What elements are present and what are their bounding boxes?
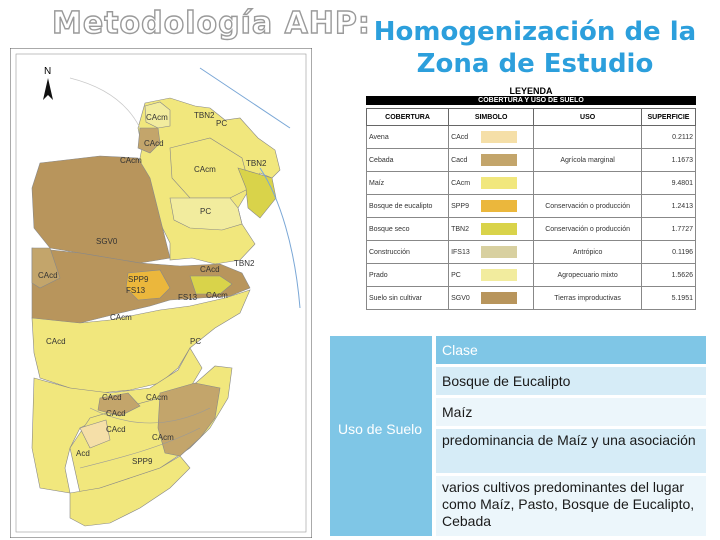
legend-symbol-code: CAcd — [451, 133, 469, 141]
legend-swatch — [481, 200, 517, 212]
legend-superficie: 1.2413 — [641, 195, 695, 218]
legend-uso: Conservación o producción — [534, 218, 642, 241]
legend-cobertura: Construcción — [367, 241, 449, 264]
legend-title: LEYENDA — [509, 86, 553, 96]
map-label: FS13 — [178, 293, 198, 302]
map-label: CAcm — [146, 113, 168, 122]
legend-cobertura: Bosque de eucalipto — [367, 195, 449, 218]
legend-superficie: 1.5626 — [641, 264, 695, 287]
map-label: PC — [190, 337, 202, 346]
legend-row — [367, 149, 696, 172]
legend-superficie: 1.7727 — [641, 218, 695, 241]
row-header-cell — [330, 336, 432, 536]
map-label: CAcm — [152, 433, 174, 442]
table-header-cell: Clase — [436, 336, 706, 364]
legend-uso: Tierras improductivas — [534, 287, 642, 310]
legend-swatch — [481, 246, 517, 258]
legend-swatch — [481, 269, 517, 281]
map-label: TBN2 — [246, 159, 267, 168]
legend-symbol-code: PC — [451, 271, 461, 279]
map-label: SPP9 — [128, 275, 149, 284]
legend-row — [367, 264, 696, 287]
slide-title-right-line1: Homogenización de la — [373, 17, 697, 47]
map-label: SPP9 — [132, 457, 153, 466]
legend-row — [367, 172, 696, 195]
legend-symbol-code: TBN2 — [451, 225, 469, 233]
map-label: CAcd — [200, 265, 220, 274]
legend-uso — [534, 126, 642, 149]
legend-simbolo — [449, 149, 534, 172]
legend-simbolo — [449, 241, 534, 264]
legend-superficie: 1.1673 — [641, 149, 695, 172]
legend-table — [366, 108, 696, 310]
legend-swatch — [481, 131, 517, 143]
map-label: CAcm — [110, 313, 132, 322]
legend-row — [367, 287, 696, 310]
legend-cobertura: Bosque seco — [367, 218, 449, 241]
legend-swatch — [481, 177, 517, 189]
map-label: CAcm — [194, 165, 216, 174]
map-label: Acd — [76, 449, 90, 458]
legend-uso: Agropecuario mixto — [534, 264, 642, 287]
legend-symbol-code: SGV0 — [451, 294, 470, 302]
slide-title-right-line2: Zona de Estudio — [416, 49, 654, 79]
table-cell: predominancia de Maíz y una asociación — [436, 429, 706, 473]
legend-band: COBERTURA Y USO DE SUELO — [366, 96, 696, 105]
north-label: N — [44, 66, 52, 77]
legend-header: SUPERFICIE — [641, 109, 695, 126]
legend-swatch — [481, 223, 517, 235]
legend-cobertura: Avena — [367, 126, 449, 149]
legend-row — [367, 126, 696, 149]
legend-superficie: 0.2112 — [641, 126, 695, 149]
map-label: CAcm — [120, 156, 142, 165]
legend-symbol-code: CAcm — [451, 179, 471, 187]
legend-cobertura: Prado — [367, 264, 449, 287]
legend-cobertura: Cebada — [367, 149, 449, 172]
legend-simbolo — [449, 218, 534, 241]
slide-title-right — [370, 16, 700, 80]
legend-uso: Conservación o producción — [534, 195, 642, 218]
legend-uso: Antrópico — [534, 241, 642, 264]
legend-uso — [534, 172, 642, 195]
legend-simbolo — [449, 264, 534, 287]
table-cell: Bosque de Eucalipto — [436, 367, 706, 395]
legend-symbol-code: SPP9 — [451, 202, 469, 210]
legend-simbolo — [449, 287, 534, 310]
legend-swatch — [481, 292, 517, 304]
legend-superficie: 0.1196 — [641, 241, 695, 264]
map-label: TBN2 — [234, 259, 255, 268]
map-label: CAcd — [106, 425, 126, 434]
map-label: CAcd — [38, 271, 58, 280]
legend-row — [367, 218, 696, 241]
legend-uso: Agrícola marginal — [534, 149, 642, 172]
map-legend — [362, 84, 700, 322]
land-use-table — [330, 336, 706, 536]
slide-title-left: Metodología AHP: — [52, 6, 371, 41]
legend-cobertura: Suelo sin cultivar — [367, 287, 449, 310]
table-cell: varios cultivos predominantes del lugar como Maíz, Pasto, Bosque de Eucalipto, Cebada — [436, 476, 706, 536]
map-label: CAcd — [106, 409, 126, 418]
legend-simbolo — [449, 126, 534, 149]
row-header-label: Uso de Suelo — [338, 421, 423, 437]
map-label: CAcm — [206, 291, 228, 300]
legend-swatch — [481, 154, 517, 166]
legend-symbol-code: Cacd — [451, 156, 468, 164]
map-label: PC — [216, 119, 228, 128]
legend-header: COBERTURA — [367, 109, 449, 126]
legend-symbol-code: IFS13 — [451, 248, 470, 256]
legend-superficie: 9.4801 — [641, 172, 695, 195]
legend-row — [367, 195, 696, 218]
map-label: CAcd — [102, 393, 122, 402]
legend-header: USO — [534, 109, 642, 126]
map-label: CAcd — [144, 139, 164, 148]
legend-header: SIMBOLO — [449, 109, 534, 126]
table-cell: Maíz — [436, 398, 706, 426]
map-label: CAcd — [46, 337, 66, 346]
legend-superficie: 5.1951 — [641, 287, 695, 310]
legend-simbolo — [449, 172, 534, 195]
map-label: PC — [200, 207, 212, 216]
map-label: SGV0 — [96, 237, 118, 246]
land-cover-map — [10, 48, 312, 538]
legend-row — [367, 241, 696, 264]
map-label: TBN2 — [194, 111, 215, 120]
map-label: CAcm — [146, 393, 168, 402]
map-label: FS13 — [126, 286, 146, 295]
legend-simbolo — [449, 195, 534, 218]
legend-cobertura: Maíz — [367, 172, 449, 195]
